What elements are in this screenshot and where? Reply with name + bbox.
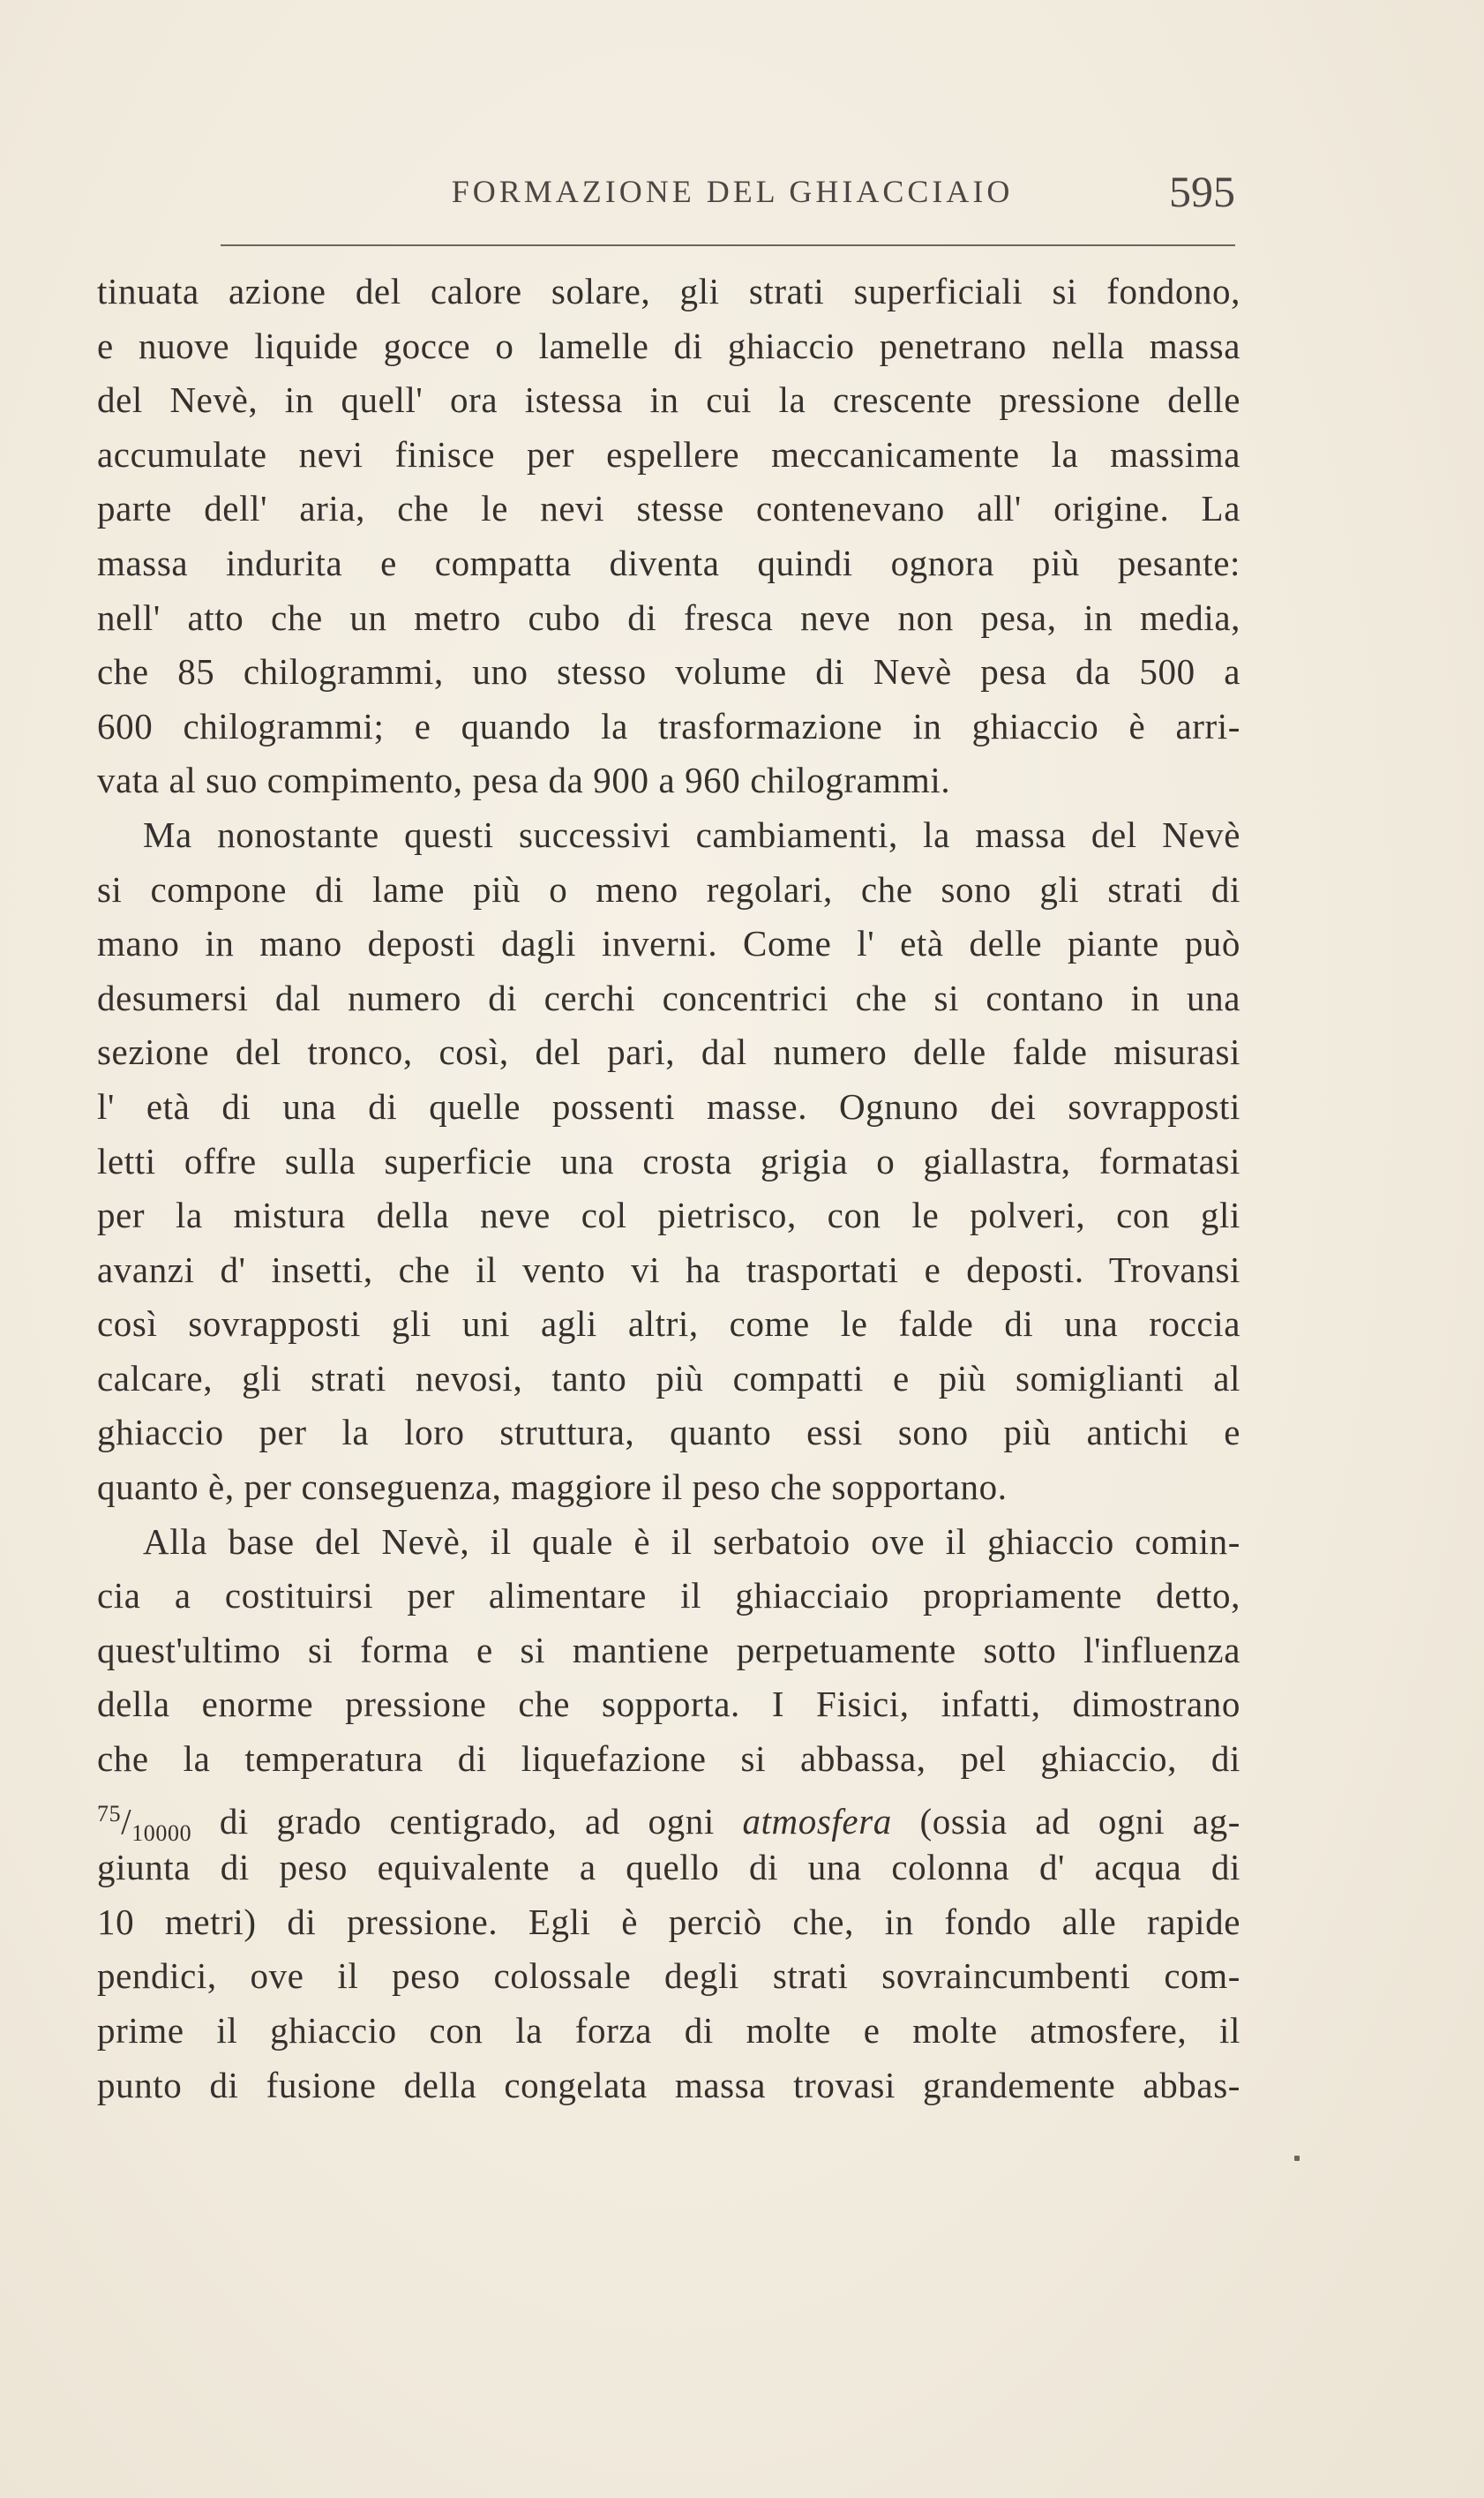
text-line: nell' atto che un metro cubo di fresca neve non pesa, in media, [97,596,1240,638]
page-number: 595 [1169,167,1235,216]
text-line: prime il ghiaccio con la forza di molte e molte atmosfere, il [97,2010,1240,2051]
running-title: FORMAZIONE DEL GHIACCIAIO [451,174,1014,209]
text-line-with-fraction [97,1787,1240,1846]
text-line: Ma nonostante questi successivi cambiamenti, la massa del Nevè [143,814,1240,855]
text-line: l' età di una di quelle possenti masse. Ognuno dei sovrapposti [97,1085,1240,1127]
text-line: punto di fusione della congelata massa trovasi grandemente abbas- [97,2064,1240,2105]
text-segment: (ossia ad ogni ag- [919,1800,1240,1842]
text-line: 10 metri) di pressione. Egli è perciò che, in fondo alle rapide [97,1901,1240,1942]
text-line: massa indurita e compatta diventa quindi ognora più pesante: [97,542,1240,583]
body-text [97,265,1240,2112]
text-segment: di grado centigrado, ad ogni [219,1800,715,1842]
italic-term: atmosfera [742,1800,892,1842]
text-line: cia a costituirsi per alimentare il ghiacciaio propriamente detto, [97,1575,1240,1617]
text-line: così sovrapposti gli uni agli altri, come le falde di una roccia [97,1303,1240,1345]
text-line: si compone di lame più o meno regolari, che sono gli strati di [97,868,1240,910]
text-line: vata al suo compimento, pesa da 900 a 960 chilogrammi. [97,760,951,801]
text-line: giunta di peso equivalente a quello di una colonna d' acqua di [97,1847,1240,1888]
text-line: che 85 chilogrammi, uno stesso volume di Nevè pesa da 500 a [97,651,1240,693]
text-line: mano in mano deposti dagli inverni. Come l' età delle piante può [97,923,1240,964]
text-line: tinuata azione del calore solare, gli strati superficiali si fondono, [97,271,1240,311]
text-line: pendici, ove il peso colossale degli strati sovraincumbenti com- [97,1955,1240,1997]
text-line: quest'ultimo si forma e si mantiene perpetuamente sotto l'influenza [97,1629,1240,1670]
text-line: accumulate nevi finisce per espellere meccanicamente la massima [97,433,1240,475]
text-line: avanzi d' insetti, che il vento vi ha trasportati e deposti. Trovansi [97,1249,1240,1290]
text-line: sezione del tronco, così, del pari, dal numero delle falde misurasi [97,1031,1240,1073]
text-line: letti offre sulla superficie una crosta grigia o giallastra, formatasi [97,1140,1240,1181]
text-line: desumersi dal numero di cerchi concentrici che si contano in una [97,977,1240,1018]
fraction-numerator: 75 [97,1800,122,1827]
fraction-denominator: 10000 [131,1819,192,1846]
text-line: calcare, gli strati nevosi, tanto più compatti e più somiglianti al [97,1357,1240,1399]
text-line: 600 chilogrammi; e quando la trasformazione in ghiaccio è arri- [97,705,1240,746]
text-line: per la mistura della neve col pietrisco, con le polveri, con gli [97,1195,1240,1236]
header-rule [221,244,1235,246]
text-line: parte dell' aria, che le nevi stesse contenevano all' origine. La [97,488,1240,529]
ink-speck [1294,2156,1300,2161]
text-line: quanto è, per conseguenza, maggiore il peso che sopportano. [97,1467,1008,1508]
fraction: $^{75}/_{10000}$ [97,1800,192,1846]
text-line: e nuove liquide gocce o lamelle di ghiaccio penetrano nella massa [97,325,1240,366]
text-line: del Nevè, in quell' ora istessa in cui la crescente pressione delle [97,379,1240,421]
page-header [229,167,1235,226]
text-line: della enorme pressione che sopporta. I Fisici, infatti, dimostrano [97,1684,1240,1725]
text-line: Alla base del Nevè, il quale è il serbatoio ove il ghiaccio comin- [143,1520,1240,1562]
text-line: ghiaccio per la loro struttura, quanto essi sono più antichi e [97,1412,1240,1453]
text-line: che la temperatura di liquefazione si abbassa, pel ghiaccio, di [97,1738,1240,1780]
